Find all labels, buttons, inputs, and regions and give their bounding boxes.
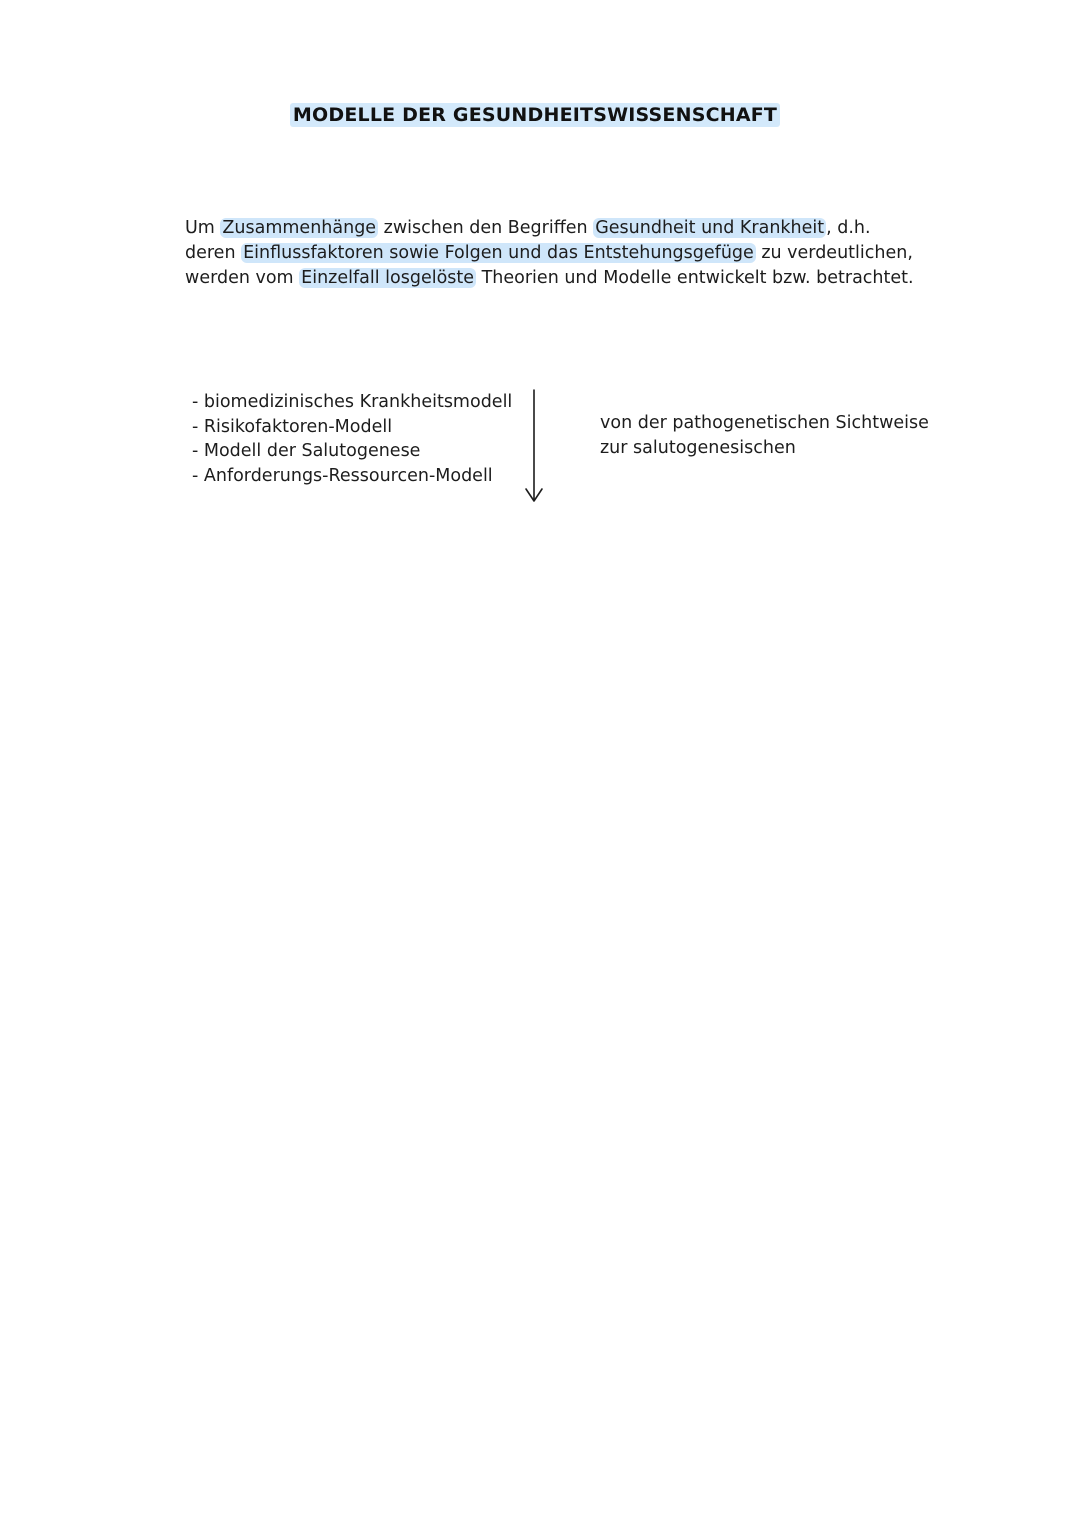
intro-paragraph (185, 216, 915, 291)
highlight-gesundheit-krankheit: Gesundheit und Krankheit (595, 218, 825, 238)
perspective-note (600, 411, 929, 461)
intro-text-5: Theorien und Modelle entwickelt bzw. betrachtet. (476, 268, 914, 288)
page-title (0, 104, 1070, 126)
list-item: - Risikofaktoren-Modell (192, 416, 393, 437)
list-item: - Anforderungs-Ressourcen-Modell (192, 465, 493, 486)
highlight-einflussfaktoren: Einflussfaktoren sowie Folgen und das Entstehungsgefüge (243, 243, 754, 263)
page-title-text: MODELLE DER GESUNDHEITSWISSENSCHAFT (290, 103, 780, 127)
intro-text-3: , d.h. deren (185, 218, 871, 263)
highlight-einzelfall: Einzelfall losgelöste (301, 268, 475, 288)
down-arrow-icon (522, 388, 546, 506)
note-line-1: von der pathogenetischen Sichtweise (600, 413, 929, 433)
intro-text-4: zu verdeutlichen, werden vom (185, 243, 913, 288)
note-line-2: zur salutogenesischen (600, 438, 796, 458)
highlight-zusammenhaenge: Zusammenhänge (222, 218, 377, 238)
model-list (192, 390, 512, 488)
intro-text-1: Um (185, 218, 221, 238)
intro-text-2: zwischen den Begriffen (378, 218, 594, 238)
list-item: - Modell der Salutogenese (192, 441, 421, 461)
list-item: - biomedizinisches Krankheitsmodell (192, 392, 513, 412)
